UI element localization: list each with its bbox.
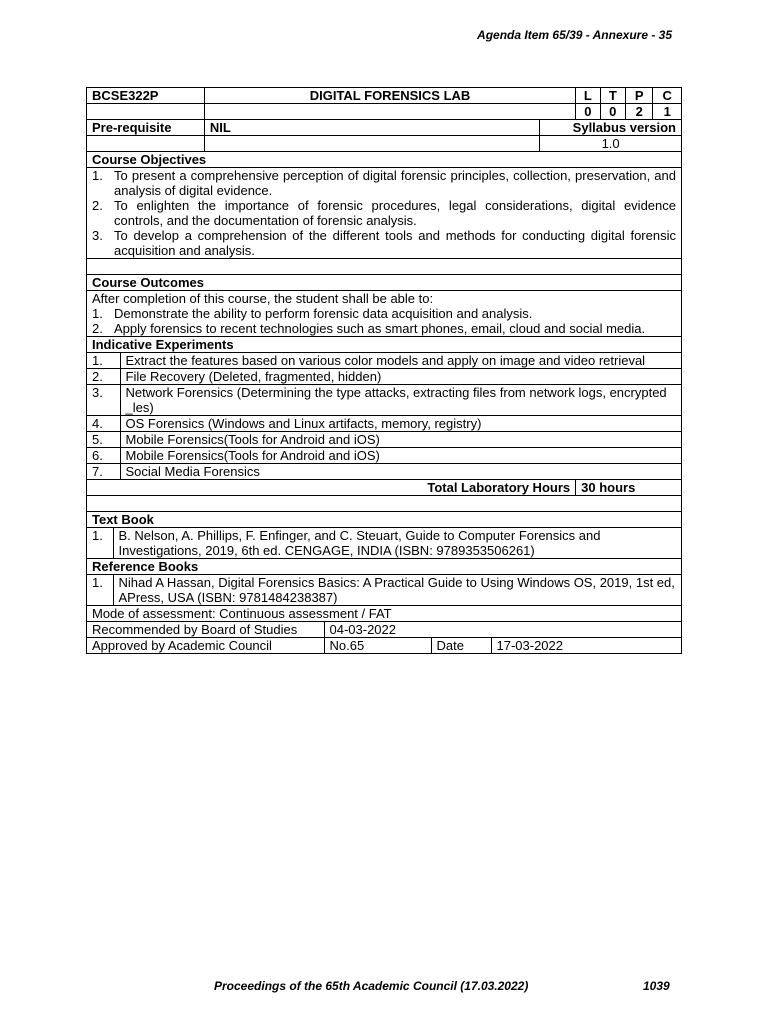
board-date: 04-03-2022	[324, 622, 681, 638]
experiments-heading: Indicative Experiments	[87, 337, 682, 353]
experiment-row: 3. Network Forensics (Determining the type attacks, extracting files from network logs, encrypted _les)	[87, 385, 681, 416]
objective-item: 2. To enlighten the importance of forensic procedures, legal considerations, digital evidence controls, and the documentation of forensic analysis.	[92, 198, 676, 228]
blank-cell	[204, 104, 575, 120]
objectives-list	[87, 168, 682, 259]
outcomes-intro: After completion of this course, the student shall be able to:	[92, 291, 434, 306]
page-number: 1039	[643, 979, 670, 993]
reference-item: 1. Nihad A Hassan, Digital Forensics Basics: A Practical Guide to Using Windows OS, 2019, 1st ed, APress, USA (ISBN: 9781484238387)	[87, 575, 681, 605]
blank-cell	[87, 136, 205, 152]
blank-cell	[87, 104, 205, 120]
course-code: BCSE322P	[87, 88, 205, 104]
total-hours-label: Total Laboratory Hours	[87, 480, 576, 496]
experiment-row: 6. Mobile Forensics(Tools for Android and iOS)	[87, 448, 681, 464]
outcome-item: 1. Demonstrate the ability to perform forensic data acquisition and analysis.	[92, 306, 533, 321]
ltpc-head-l: L	[576, 88, 600, 104]
syllabus-table	[86, 87, 682, 654]
ltpc-block	[576, 88, 682, 120]
board-label: Recommended by Board of Studies	[87, 622, 324, 638]
proceedings-footer: Proceedings of the 65th Academic Council (17.03.2022)	[214, 979, 529, 993]
syllabus-value: 1.0	[540, 136, 682, 152]
objective-item: 1. To present a comprehensive perception of digital forensic principles, collection, preservation, and analysis of digital evidence.	[92, 168, 676, 198]
council-label: Approved by Academic Council	[87, 638, 324, 654]
ltpc-head-t: T	[600, 88, 625, 104]
blank-row	[87, 259, 682, 275]
objective-item: 3. To develop a comprehension of the different tools and methods for conducting digital forensic acquisition and analysis.	[92, 228, 676, 258]
objectives-heading: Course Objectives	[87, 152, 682, 168]
assessment-mode: Mode of assessment: Continuous assessment / FAT	[87, 606, 682, 622]
approval-block	[87, 622, 682, 654]
syllabus-label: Syllabus version	[540, 120, 682, 136]
ltpc-head-p: P	[625, 88, 652, 104]
experiment-row: 5. Mobile Forensics(Tools for Android and iOS)	[87, 432, 681, 448]
prereq-label: Pre-requisite	[87, 120, 205, 136]
references-heading: Reference Books	[87, 559, 682, 575]
experiment-row: 2. File Recovery (Deleted, fragmented, hidden)	[87, 369, 681, 385]
council-date-label: Date	[431, 638, 491, 654]
textbook-heading: Text Book	[87, 512, 682, 528]
blank-cell	[204, 136, 539, 152]
ltpc-head-c: C	[653, 88, 681, 104]
council-no: No.65	[324, 638, 431, 654]
prereq-value: NIL	[204, 120, 539, 136]
references-list	[87, 575, 682, 606]
experiment-row: 1. Extract the features based on various color models and apply on image and video retrieval	[87, 353, 681, 369]
agenda-header: Agenda Item 65/39 - Annexure - 35	[477, 28, 672, 42]
ltpc-val-c: 1	[653, 104, 681, 120]
outcomes-heading: Course Outcomes	[87, 275, 682, 291]
ltpc-val-l: 0	[576, 104, 600, 120]
outcomes-list	[87, 291, 682, 337]
ltpc-val-t: 0	[600, 104, 625, 120]
outcome-item: 2. Apply forensics to recent technologies such as smart phones, email, cloud and social media.	[92, 321, 646, 336]
blank-row	[87, 496, 682, 512]
experiment-row: 4. OS Forensics (Windows and Linux artifacts, memory, registry)	[87, 416, 681, 432]
course-title: DIGITAL FORENSICS LAB	[204, 88, 575, 104]
textbook-list	[87, 528, 682, 559]
experiments-list	[87, 353, 682, 480]
textbook-item: 1. B. Nelson, A. Phillips, F. Enfinger, and C. Steuart, Guide to Computer Forensics and Investigations, 2019, 6th ed. CENGAGE, INDIA (ISBN: 9789353506261)	[87, 528, 681, 558]
experiment-row: 7. Social Media Forensics	[87, 464, 681, 480]
council-date: 17-03-2022	[491, 638, 681, 654]
ltpc-val-p: 2	[625, 104, 652, 120]
total-hours-value: 30 hours	[576, 480, 682, 496]
